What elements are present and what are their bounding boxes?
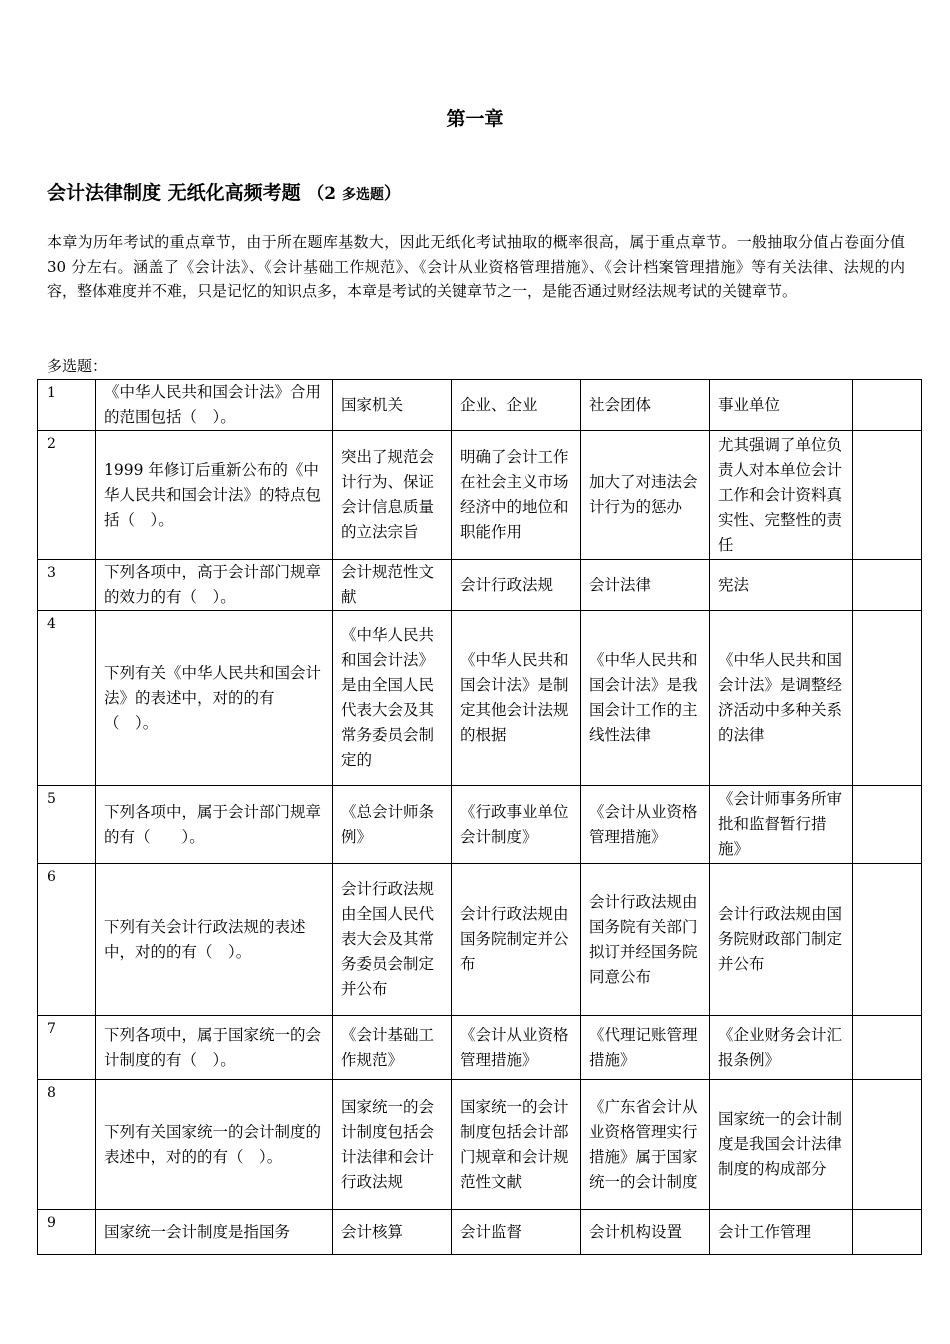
question-number: 1	[38, 380, 96, 431]
option-b: 明确了会计工作在社会主义市场经济中的地位和职能作用	[452, 431, 581, 560]
option-a: 《会计基础工作规范》	[333, 1016, 452, 1080]
question-stem: 下列各项中，高于会计部门规章的效力的有（ ）。	[96, 560, 333, 611]
section-subtitle	[47, 178, 401, 205]
option-c: 《会计从业资格管理措施》	[581, 786, 710, 864]
option-c: 《代理记账管理措施》	[581, 1016, 710, 1080]
question-number: 5	[38, 786, 96, 864]
option-c: 社会团体	[581, 380, 710, 431]
option-d: 《会计师事务所审批和监督暂行措施》	[710, 786, 853, 864]
option-d: 《企业财务会计汇报条例》	[710, 1016, 853, 1080]
table-row	[38, 1210, 922, 1255]
option-a: 《总会计师条例》	[333, 786, 452, 864]
option-d: 国家统一的会计制度是我国会计法律制度的构成部分	[710, 1080, 853, 1210]
table-row	[38, 1016, 922, 1080]
question-stem: 下列有关《中华人民共和国会计法》的表述中，对的的有（ ）。	[96, 611, 333, 786]
question-number: 2	[38, 431, 96, 560]
subtitle-paren-open: （2	[307, 184, 342, 204]
option-c: 《中华人民共和国会计法》是我国会计工作的主线性法律	[581, 611, 710, 786]
option-c: 会计机构设置	[581, 1210, 710, 1255]
question-stem: 1999 年修订后重新公布的《中华人民共和国会计法》的特点包括（ ）。	[96, 431, 333, 560]
question-stem: 国家统一会计制度是指国务	[96, 1210, 333, 1255]
option-a: 会计规范性文献	[333, 560, 452, 611]
option-b: 会计行政法规	[452, 560, 581, 611]
option-d: 会计工作管理	[710, 1210, 853, 1255]
question-number: 4	[38, 611, 96, 786]
table-row	[38, 560, 922, 611]
answer-cell	[853, 1210, 922, 1255]
option-a: 《中华人民共和国会计法》是由全国人民代表大会及其常务委员会制定的	[333, 611, 452, 786]
option-a: 会计行政法规由全国人民代表大会及其常务委员会制定并公布	[333, 864, 452, 1016]
option-d: 宪法	[710, 560, 853, 611]
intro-paragraph: 本章为历年考试的重点章节，由于所在题库基数大，因此无纸化考试抽取的概率很高，属于重点章节。一般抽取分值占卷面分值 30 分左右。涵盖了《会计法》、《会计基础工作规范》、《会计从业资格管理措施》、《会计档案管理措施》等有关法律、法规的内容，整体难度并不难，只是记忆的知识点多，本章是考试的关键章节之一，是能否通过财经法规考试的关键章节。	[47, 233, 905, 300]
option-b: 会计行政法规由国务院制定并公布	[452, 864, 581, 1016]
option-b: 《行政事业单位会计制度》	[452, 786, 581, 864]
option-d: 尤其强调了单位负责人对本单位会计工作和会计资料真实性、完整性的责任	[710, 431, 853, 560]
questions-table	[37, 379, 922, 1255]
option-d: 会计行政法规由国务院财政部门制定并公布	[710, 864, 853, 1016]
question-number: 8	[38, 1080, 96, 1210]
answer-cell	[853, 786, 922, 864]
option-c: 《广东省会计从业资格管理实行措施》属于国家统一的会计制度	[581, 1080, 710, 1210]
option-b: 国家统一的会计制度包括会计部门规章和会计规范性文献	[452, 1080, 581, 1210]
question-number: 6	[38, 864, 96, 1016]
question-stem: 下列各项中，属于会计部门规章的有（ ）。	[96, 786, 333, 864]
table-row	[38, 786, 922, 864]
answer-cell	[853, 1080, 922, 1210]
option-d: 事业单位	[710, 380, 853, 431]
table-row	[38, 611, 922, 786]
subtitle-paren-close: ）	[384, 184, 401, 204]
option-c: 加大了对违法会计行为的惩办	[581, 431, 710, 560]
option-c: 会计法律	[581, 560, 710, 611]
subtitle-type: 多选题	[342, 187, 384, 203]
question-stem: 下列有关会计行政法规的表述中，对的的有（ ）。	[96, 864, 333, 1016]
question-number: 3	[38, 560, 96, 611]
table-row	[38, 431, 922, 560]
answer-cell	[853, 380, 922, 431]
option-a: 会计核算	[333, 1210, 452, 1255]
table-row	[38, 1080, 922, 1210]
answer-cell	[853, 560, 922, 611]
option-c: 会计行政法规由国务院有关部门拟订并经国务院同意公布	[581, 864, 710, 1016]
answer-cell	[853, 1016, 922, 1080]
table-row	[38, 380, 922, 431]
option-b: 《会计从业资格管理措施》	[452, 1016, 581, 1080]
option-d: 《中华人民共和国会计法》是调整经济活动中多种关系的法律	[710, 611, 853, 786]
answer-cell	[853, 864, 922, 1016]
question-type-label: 多选题：	[47, 357, 108, 375]
answer-cell	[853, 611, 922, 786]
option-b: 会计监督	[452, 1210, 581, 1255]
option-b: 《中华人民共和国会计法》是制定其他会计法规的根据	[452, 611, 581, 786]
question-stem: 下列有关国家统一的会计制度的表述中，对的的有（ ）。	[96, 1080, 333, 1210]
question-stem: 《中华人民共和国会计法》合用的范围包括（ ）。	[96, 380, 333, 431]
option-a: 突出了规范会计行为、保证会计信息质量的立法宗旨	[333, 431, 452, 560]
answer-cell	[853, 431, 922, 560]
question-stem: 下列各项中，属于国家统一的会计制度的有（ ）。	[96, 1016, 333, 1080]
option-a: 国家机关	[333, 380, 452, 431]
option-b: 企业、企业	[452, 380, 581, 431]
table-row	[38, 864, 922, 1016]
chapter-heading: 第一章	[446, 108, 504, 130]
subtitle-main: 会计法律制度 无纸化高频考题	[47, 182, 301, 204]
option-a: 国家统一的会计制度包括会计法律和会计行政法规	[333, 1080, 452, 1210]
question-number: 9	[38, 1210, 96, 1255]
question-number: 7	[38, 1016, 96, 1080]
